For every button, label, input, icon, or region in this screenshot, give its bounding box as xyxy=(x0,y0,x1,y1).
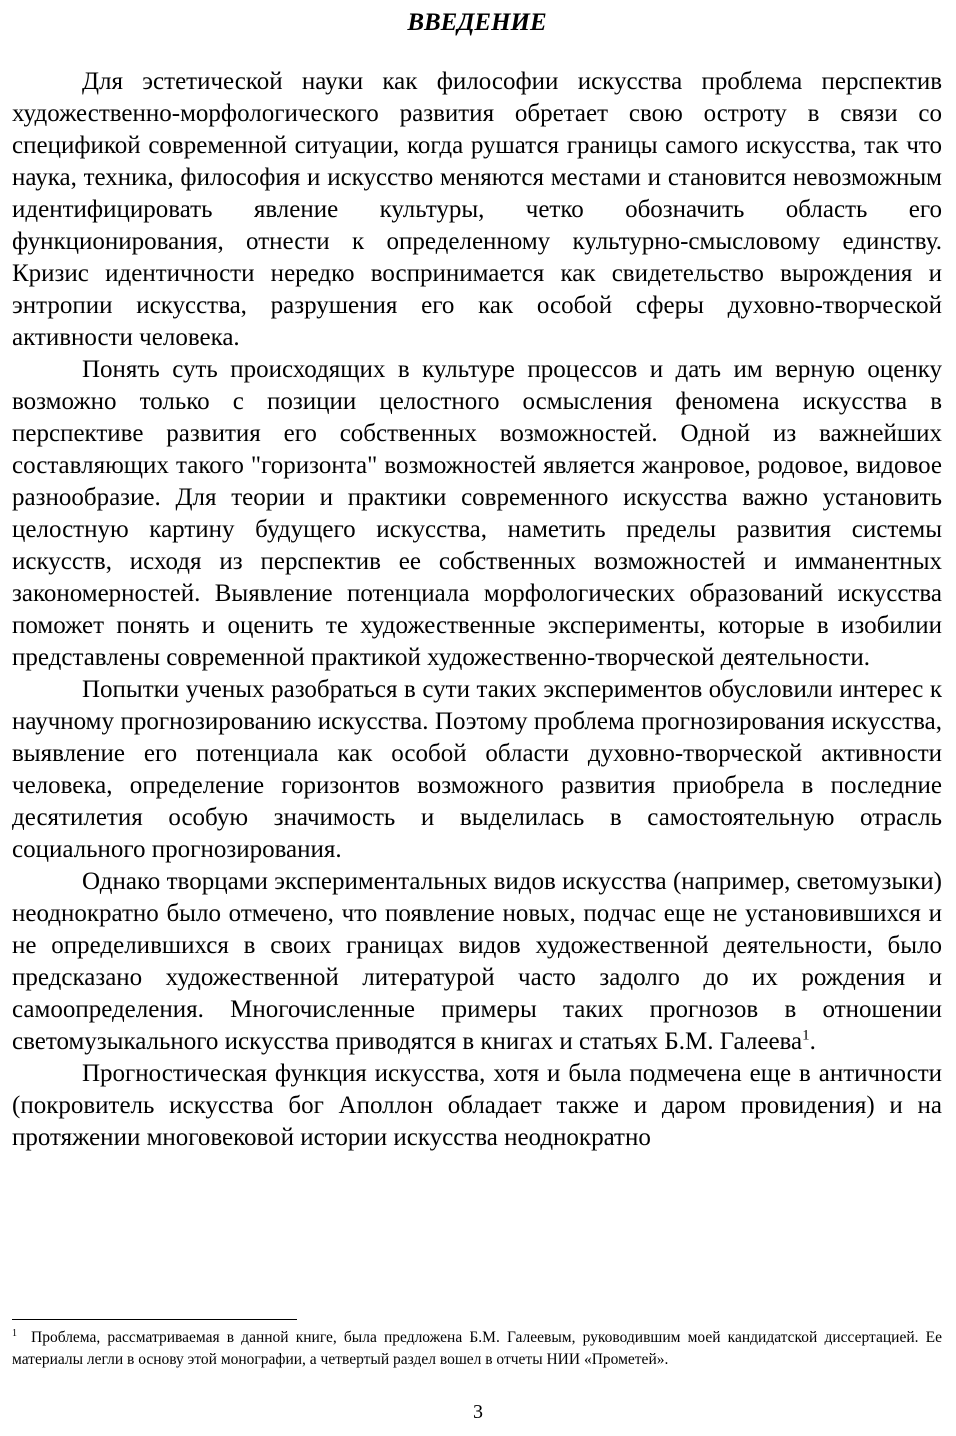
paragraph-5: Прогностическая функция искусства, хотя и была подмечена еще в античности (покровитель искусства бог Аполлон обладает также и даром провидения) и на протяжении многовековой истории искусства неоднократно xyxy=(12,1060,942,1151)
footnote-mark: 1 xyxy=(12,1327,17,1339)
paragraph-1: Для эстетической науки как философии искусства проблема перспектив художественно-морфологического развития обретает свою остроту в связи со спецификой современной ситуации, когда рушатся границы самого искусства, так что наука, техника, философия и искусство меняются местами и становится невозможным идентифицировать явление культуры, четко обозначить область его функционирования, отнести к определенному культурно-смысловому единству. Кризис идентичности нередко воспринимается как свидетельство вырождения и энтропии искусства, разрушения его как особой сферы духовно-творческой активности человека. xyxy=(12,68,942,351)
chapter-title: ВВЕДЕНИЕ xyxy=(407,9,547,36)
paragraph-4-text: Однако творцами экспериментальных видов искусства (например, светомузыки) неоднократно было отмечено, что появление новых, подчас еще не установившихся и не определившихся в своих границах видов художественной деятельности, было предсказано художественной литературой часто задолго до их рождения и самоопределения. Многочисленные примеры таких прогнозов в отношении светомузыкального искусства приводятся в книгах и статьях Б.М. Галеева xyxy=(12,868,942,1055)
page-body xyxy=(12,0,942,1154)
footnote-text: Проблема, рассматриваемая в данной книге, была предложена Б.М. Галеевым, руководившим моей кандидатской диссертацией. Ее материалы легли в основу этой монографии, а четвертый раздел вошел в отчеты НИИ «Прометей». xyxy=(12,1329,942,1368)
paragraph-3: Попытки ученых разобраться в сути таких экспериментов обусловили интерес к научному прогнозированию искусства. Поэтому проблема прогнозирования искусства, выявление его потенциала как особой области духовно-творческой активности человека, определение горизонтов возможного развития приобрела в последние десятилетия особую значимость и выделилась в самостоятельную отрасль социального прогнозирования. xyxy=(12,676,942,863)
paragraph-2: Понять суть происходящих в культуре процессов и дать им верную оценку возможно только с позиции целостного осмысления феномена искусства в перспективе развития его собственных возможностей. Одной из важнейших составляющих такого "горизонта" возможностей является жанровое, родовое, видовое разнообразие. Для теории и практики современного искусства важно установить целостную картину будущего искусства, наметить пределы развития системы искусств, исходя из перспектив ее собственных возможностей и имманентных закономерностей. Выявление потенциала морфологических образований искусства поможет понять и оценить те художественные эксперименты, которые в изобилии представлены современной практикой художественно-творческой деятельности. xyxy=(12,356,942,671)
paragraph-4-end: . xyxy=(809,1028,816,1055)
footnote-divider xyxy=(12,1319,297,1320)
footnote-reference[interactable]: 1 xyxy=(802,1027,810,1044)
page-number: 3 xyxy=(473,1401,483,1423)
paragraph-4 xyxy=(12,866,942,1058)
footnote xyxy=(12,1327,942,1371)
